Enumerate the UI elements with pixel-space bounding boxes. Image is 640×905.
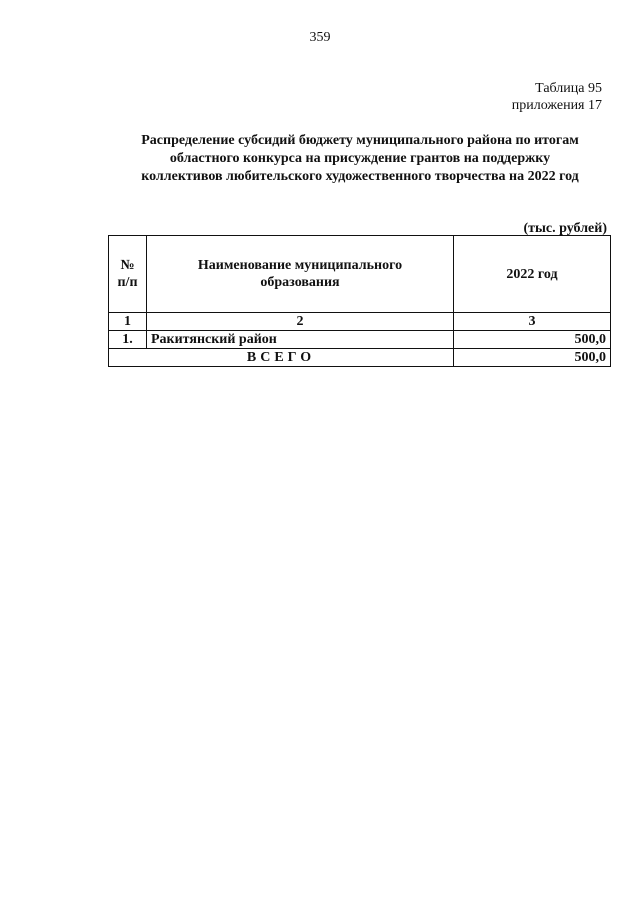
column-number-2: 2 xyxy=(147,313,454,331)
column-number-3: 3 xyxy=(454,313,611,331)
title-line1: Распределение субсидий бюджету муниципального района по итогам xyxy=(141,133,579,148)
table-header-row xyxy=(109,236,611,313)
document-title xyxy=(100,132,620,186)
total-value: 500,0 xyxy=(454,349,611,367)
header-num-line2: п/п xyxy=(117,275,138,290)
header-name-line2: образования xyxy=(260,275,340,290)
row-value: 500,0 xyxy=(454,331,611,349)
table-ref-line1: Таблица 95 xyxy=(535,81,602,96)
header-num xyxy=(109,236,147,313)
table-reference xyxy=(512,80,602,114)
header-num-line1: № xyxy=(120,258,135,273)
table-row xyxy=(109,331,611,349)
header-year: 2022 год xyxy=(454,236,611,313)
column-number-row xyxy=(109,313,611,331)
column-number-1: 1 xyxy=(109,313,147,331)
header-name-line1: Наименование муниципального xyxy=(197,258,403,273)
units-label: (тыс. рублей) xyxy=(523,221,607,236)
total-row xyxy=(109,349,611,367)
row-num: 1. xyxy=(109,331,147,349)
subsidy-table xyxy=(108,235,611,367)
total-label: ВСЕГО xyxy=(109,349,454,367)
table-ref-line2: приложения 17 xyxy=(511,98,602,113)
header-name xyxy=(147,236,454,313)
row-name: Ракитянский район xyxy=(147,331,454,349)
title-line2: областного конкурса на присуждение грантов на поддержку xyxy=(169,151,551,166)
title-line3: коллективов любительского художественного творчества на 2022 год xyxy=(141,169,579,184)
page-number: 359 xyxy=(309,30,331,45)
